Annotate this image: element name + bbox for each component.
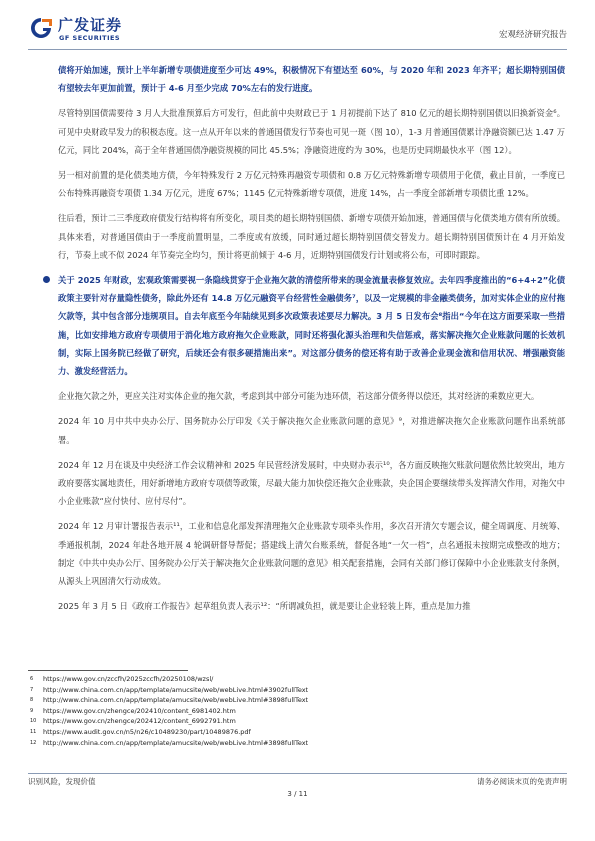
footnote-number: 12 — [30, 739, 37, 746]
footnote-number: 10 — [30, 718, 37, 725]
footnote-item — [30, 674, 560, 685]
page-number: 3 / 11 — [287, 790, 308, 798]
paragraph-forecast-summary: 债将开始加速，预计上半年新增专项债进度至少可达 49%，积极情况下有望达至 60%，与 2020 年和 2023 年齐平；超长期特别国债有望较去年更加前置，预计于 4-6 月至少完成 70%左右的发行进度。 — [58, 65, 565, 94]
footnote-item — [30, 716, 560, 727]
bullet-icon — [43, 276, 50, 283]
bullet-section-fiscal-2025 — [58, 271, 565, 380]
footnote-number: 6 — [30, 676, 34, 682]
footnote-number: 11 — [30, 728, 37, 735]
footnote-number: 7 — [30, 686, 34, 693]
main-content — [58, 61, 565, 622]
paragraph-audit-report: 2024 年 12 月审计署报告表示¹¹，工业和信息化部发挥清理拖欠企业账款专项牵头作用，多次召开清欠专题会议，健全周调度、月统筹、季通报机制，2024 年赴各地开展 4 轮调研督导帮促；搭建线上清欠台账系统，督促各地“一欠一档”，点名通报未按期完成整改的地方；制定《中共中央办公厅、国务院办公厅关于解决拖欠企业账款问题的意见》相关配套措施，会同有关部门修订保障中小企业账款支付条例，从源头上巩固清欠行动成效。 — [58, 521, 565, 587]
footnotes — [30, 674, 560, 748]
footnote-link[interactable]: http://www.china.com.cn/app/template/amucsite/web/webLive.html#3898fullText — [43, 696, 309, 705]
page-header — [28, 14, 567, 50]
paragraph-enterprise-arrears: 企业拖欠款之外，更应关注对实体企业的拖欠款，考虑到其中部分可能为违环债，若这部分债务得以偿还，其对经济的乘数应更大。 — [58, 391, 540, 402]
paragraph-gov-work-report: 2025 年 3 月 5 日《政府工作报告》起草组负责人表示¹²：“所谓减负担，就是要让企业轻装上阵，重点是加力推 — [58, 601, 471, 612]
footnote-link[interactable]: https://www.gov.cn/zhengce/202412/content_6992791.htm — [43, 717, 236, 726]
footnote-item — [30, 738, 560, 749]
company-logo — [28, 14, 148, 46]
paragraph-special-bonds: 尽管特别国债需要待 3 月人大批准预算后方可发行，但此前中央财政已于 1 月初提前下达了 810 亿元的超长期特别国债以旧换新资金⁶。可见中央财政早发力的积极态度。这一点从开年以来的普通国债发行节奏也可见一斑（图 10），1-3 月普通国债累计净融资额已达 1.47 万亿元，同比 204%，高于全年普通国债净融资规模的同比 45.5%；净融资进度约为 30%，也是历史同期最快水平（图 12）。 — [58, 108, 565, 155]
paragraph-debt-resolution: 另一相对前置的是化债类地方债，今年特殊发行 2 万亿元特殊再融资专项债和 0.8 万亿元特殊新增专项债用于化债，截止目前，一季度已公布特殊再融资专项债 1.34 万亿元，进度 67%；1145 亿元特殊新增专项债，进度 14%，占一季度全部新增专项债比重 12%。 — [58, 170, 565, 199]
footnote-item — [30, 727, 560, 738]
footnote-item — [30, 695, 560, 706]
footnote-link[interactable]: https://www.gov.cn/zhengce/202410/content_6981402.htm — [43, 706, 236, 715]
header-divider — [28, 49, 567, 50]
logo-english-name: GF SECURITIES — [59, 34, 121, 42]
paragraph-dec-2024-cewc: 2024 年 12 月在谈及中央经济工作会议精神和 2025 年民营经济发展时，中央财办表示¹⁰，各方面反映拖欠账款问题依然比较突出，地方政府要落实属地责任，用好新增地方政府专项债等政策，尽最大能力加快偿还拖欠企业账款，央企国企要继续带头发挥清欠作用，对拖欠中小企业账款“应付快付、应付尽付”。 — [58, 459, 565, 507]
report-type-label: 宏观经济研究报告 — [498, 30, 567, 40]
paragraph-oct-2024-opinion: 2024 年 10 月中共中央办公厅、国务院办公厅印发《关于解决拖欠企业账款问题的意见》⁹，对推进解决拖欠企业账款问题作出系统部署。 — [58, 416, 565, 445]
footnote-link[interactable]: http://www.china.com.cn/app/template/amucsite/web/webLive.html#3898fullText — [43, 738, 309, 747]
paragraph-fiscal-2025: 关于 2025 年财政，宏观政策需要视一条隐线贯穿于企业拖欠款的清偿所带来的现金流量表修复效应。去年四季度推出的“6+4+2”化债政策主要针对存量隐性债务，除此外还有 14.8 万亿元融资平台经营性金融债务⁷，以及一定规模的非金融类债务，加对实体企业的应付拖欠款等，其中包含部分违规项目。自去年底至今年陆续见到多次政策表述要尽力解决。3 月 5 日发布会⁸指出“今年在这方面要采取一些措施，比如安排地方政府专项债用于消化地方政府拖欠企业账款，同时还将强化源头治理和失信惩戒，落实解决拖欠企业账款问题的长效机制，实际上国务院已经做了研究，后续还会有很多硬措施出来”。对这部分债务的偿还将有助于改善企业现金流和信用状况、增强融资能力、激发经营活力。 — [58, 275, 565, 377]
gf-logo-icon — [28, 16, 54, 40]
footnote-item — [30, 685, 560, 696]
footnote-divider — [28, 670, 188, 671]
footnote-link[interactable]: https://www.audit.gov.cn/n5/n26/c10489230/part/10489876.pdf — [43, 727, 251, 736]
footnote-link[interactable]: http://www.china.com.cn/app/template/amucsite/web/webLive.html#3902fullText — [43, 685, 309, 694]
footnote-number: 8 — [30, 697, 34, 704]
footer-disclaimer: 请务必阅读末页的免责声明 — [477, 777, 567, 786]
footnote-item — [30, 706, 560, 717]
footer-slogan: 识别风险，发现价值 — [28, 777, 96, 786]
footer-divider — [28, 773, 567, 774]
footnote-link[interactable]: https://www.gov.cn/zccfh/2025zccfh/20250108/wzsl/ — [43, 675, 214, 683]
paragraph-outlook: 往后看，预计二三季度政府债发行结构将有所变化，项目类的超长期特别国债、新增专项债开始加速，普通国债与化债类地方债有所放缓。具体来看，对普通国债由于一季度前置明显，二季度或有放缓，同时通过超长期特别国债交替发力。超长期特别国债预计在 4 月开始发行，节奏上或不似 2024 年节奏完全均匀，预计将更前倾于 4-6 月，近期特别国债发行计划或将公布，可即时跟踪。 — [58, 213, 565, 260]
footnote-number: 9 — [30, 707, 34, 714]
logo-chinese-name: 广发证券 — [58, 16, 123, 34]
